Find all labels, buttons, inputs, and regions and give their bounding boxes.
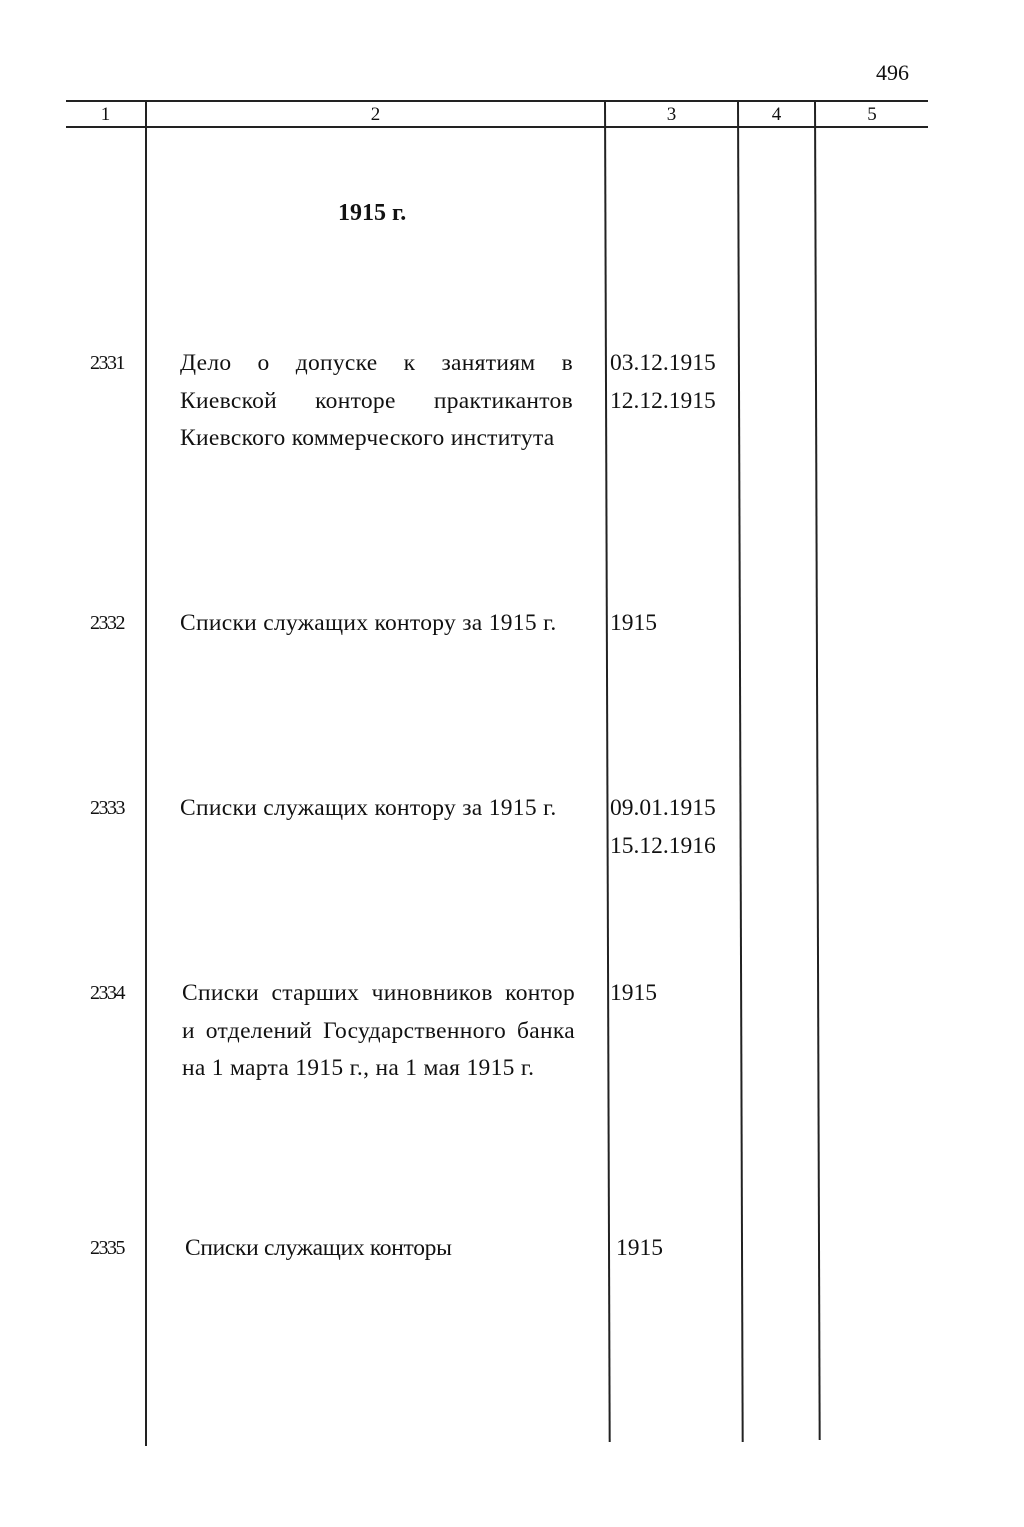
entry-dates: [610, 605, 657, 643]
section-heading: 1915 г.: [338, 200, 407, 226]
date: 1915: [610, 610, 657, 636]
column-header-1: 1: [100, 104, 111, 125]
entry-description: Списки служащих контору за 1915 г.: [180, 795, 557, 821]
entry-number: 2331: [90, 352, 124, 374]
column-header-2: 2: [370, 104, 381, 125]
entry-number: 2332: [90, 612, 124, 634]
entry-description: Списки старших чиновников контор и отделений Государственного банка на 1 марта 1915 г., на 1 мая 1915 г.: [182, 980, 575, 1081]
entry-dates: [610, 975, 657, 1013]
entry-number: 2334: [90, 982, 124, 1004]
table-top-rule: [66, 100, 928, 102]
entry-number: 2333: [90, 797, 124, 819]
column-divider: [145, 100, 147, 1446]
column-divider: [814, 100, 821, 1440]
entry-dates: [610, 790, 716, 865]
page-number: 496: [876, 60, 909, 85]
column-header-5: 5: [867, 104, 877, 125]
entry-description: Дело о допуске к занятиям в Киевской конторе практикантов Киевского коммерческого института: [180, 350, 573, 451]
date: 1915: [610, 980, 657, 1006]
date-start: 03.12.1915: [610, 350, 716, 376]
column-header-3: 3: [666, 104, 677, 125]
column-divider: [604, 100, 611, 1442]
date-end: 15.12.1916: [610, 832, 716, 859]
entry-dates: [610, 345, 716, 420]
date-start: 09.01.1915: [610, 795, 716, 821]
date: 1915: [616, 1235, 663, 1261]
entry-description: Списки служащих конторы: [185, 1235, 452, 1261]
date-end: 12.12.1915: [610, 387, 716, 414]
table-header-rule: [66, 126, 928, 128]
column-header-4: 4: [771, 104, 782, 125]
entry-dates: [616, 1230, 663, 1268]
column-divider: [737, 100, 744, 1442]
entry-number: 2335: [90, 1237, 124, 1259]
entry-description: Списки служащих контору за 1915 г.: [180, 610, 557, 636]
